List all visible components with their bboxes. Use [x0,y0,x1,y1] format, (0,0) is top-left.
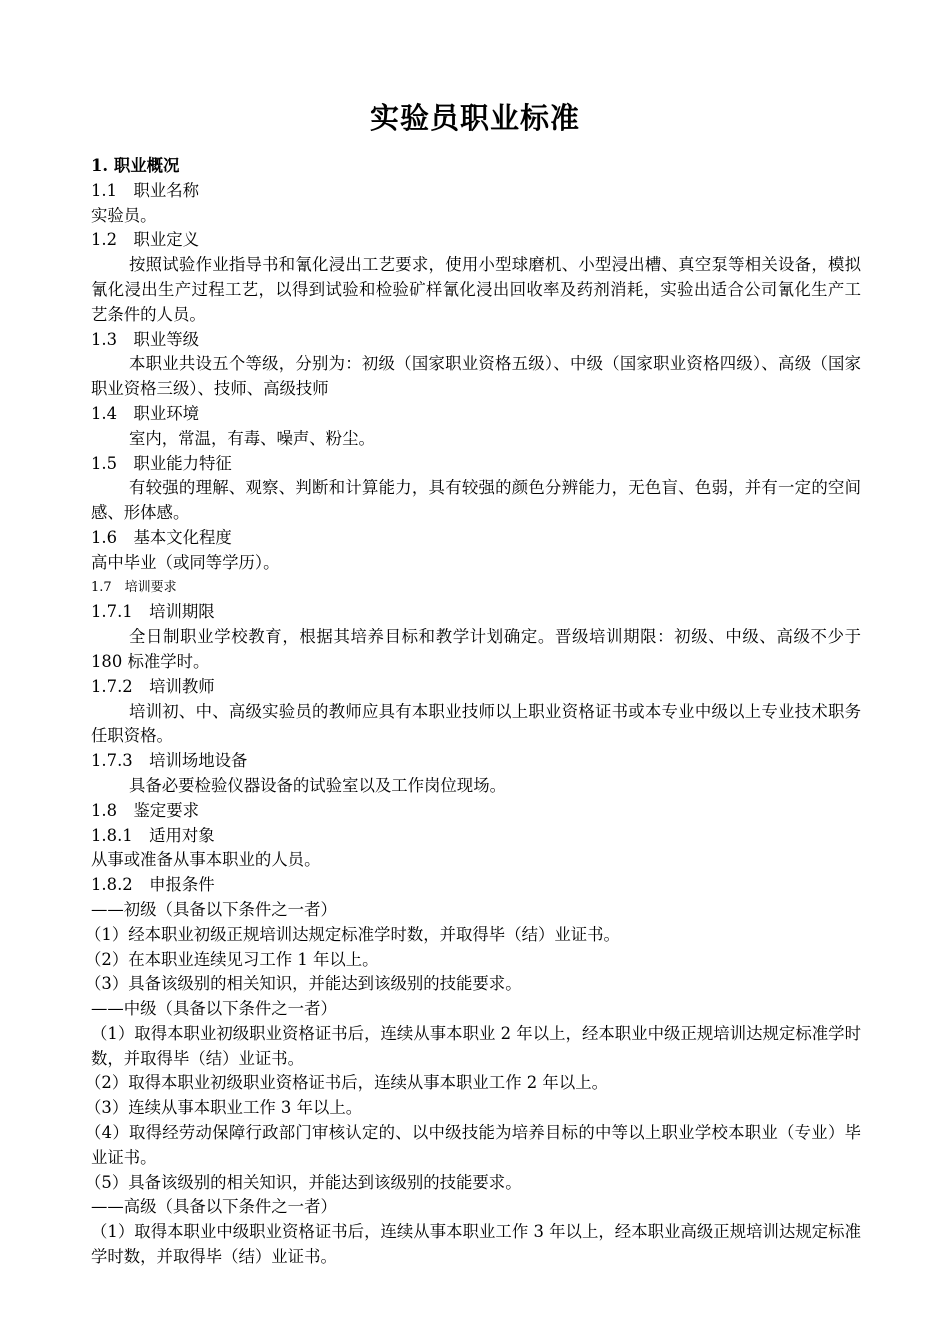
paragraph: 具备必要检验仪器设备的试验室以及工作岗位现场。 [129,775,506,795]
subsection-heading: 1.5 职业能力特征 [91,453,232,473]
list-item: （4）取得经劳动保障行政部门审核认定的、以中级技能为培养目标的中等以上职业学校本职业（专业）毕业证书。 [85,1123,861,1167]
subsection-heading: 1.7 培训要求 [91,579,177,595]
subsection-heading: 1.1 职业名称 [91,180,200,200]
subsection-heading: 1.6 基本文化程度 [91,527,232,547]
subsection-heading: 1.2 职业定义 [91,230,200,250]
list-heading: ——初级（具备以下条件之一者） [91,899,337,919]
list-item: （1）取得本职业初级职业资格证书后，连续从事本职业 2 年以上，经本职业中级正规培训达规定标准学时数，并取得毕（结）业证书。 [91,1023,861,1068]
paragraph: 从事或准备从事本职业的人员。 [91,850,321,870]
subsection-heading: 1.4 职业环境 [91,403,200,423]
list-item: （2）在本职业连续见习工作 1 年以上。 [85,949,379,969]
subsection-heading: 1.7.2 培训教师 [91,676,215,696]
list-item: （1）经本职业初级正规培训达规定标准学时数，并取得毕（结）业证书。 [85,924,620,944]
list-item: （1）取得本职业中级职业资格证书后，连续从事本职业工作 3 年以上，经本职业高级正规培训达规定标准学时数，并取得毕（结）业证书。 [91,1222,861,1267]
subsection-heading: 1.7.1 培训期限 [91,602,215,622]
list-heading: ——高级（具备以下条件之一者） [91,1197,337,1217]
subsection-heading: 1.8.2 申报条件 [91,875,215,895]
paragraph: 本职业共设五个等级，分别为：初级（国家职业资格五级）、中级（国家职业资格四级）、高级（国家职业资格三级）、技师、高级技师 [91,354,861,399]
paragraph: 全日制职业学校教育，根据其培养目标和教学计划确定。晋级培训期限：初级、中级、高级不少于 180 标准学时。 [91,627,861,671]
paragraph: 高中毕业（或同等学历）。 [91,552,280,572]
list-item: （3）连续从事本职业工作 3 年以上。 [85,1098,363,1118]
paragraph: 按照试验作业指导书和氰化浸出工艺要求，使用小型球磨机、小型浸出槽、真空泵等相关设备，模拟氰化浸出生产过程工艺，以得到试验和检验矿样氰化浸出回收率及药剂消耗，实验出适合公司氰化生产工艺条件的人员。 [91,255,861,324]
document-body [85,154,861,1270]
list-item: （3）具备该级别的相关知识，并能达到该级别的技能要求。 [85,974,522,994]
subsection-heading: 1.8.1 适用对象 [91,825,215,845]
subsection-heading: 1.8 鉴定要求 [91,800,200,820]
section-heading: 1. 职业概况 [91,156,180,175]
subsection-heading: 1.7.3 培训场地设备 [91,751,248,771]
paragraph: 有较强的理解、观察、判断和计算能力，具有较强的颜色分辨能力，无色盲、色弱，并有一定的空间感、形体感。 [91,478,861,523]
paragraph: 培训初、中、高级实验员的教师应具有本职业技师以上职业资格证书或本专业中级以上专业技术职务任职资格。 [91,701,861,746]
subsection-heading: 1.3 职业等级 [91,329,200,349]
list-heading: ——中级（具备以下条件之一者） [91,999,337,1019]
paragraph: 实验员。 [91,205,157,225]
list-item: （5）具备该级别的相关知识，并能达到该级别的技能要求。 [85,1172,522,1192]
document-title: 实验员职业标准 [369,101,580,135]
list-item: （2）取得本职业初级职业资格证书后，连续从事本职业工作 2 年以上。 [85,1073,608,1093]
paragraph: 室内，常温，有毒、噪声、粉尘。 [129,428,375,448]
